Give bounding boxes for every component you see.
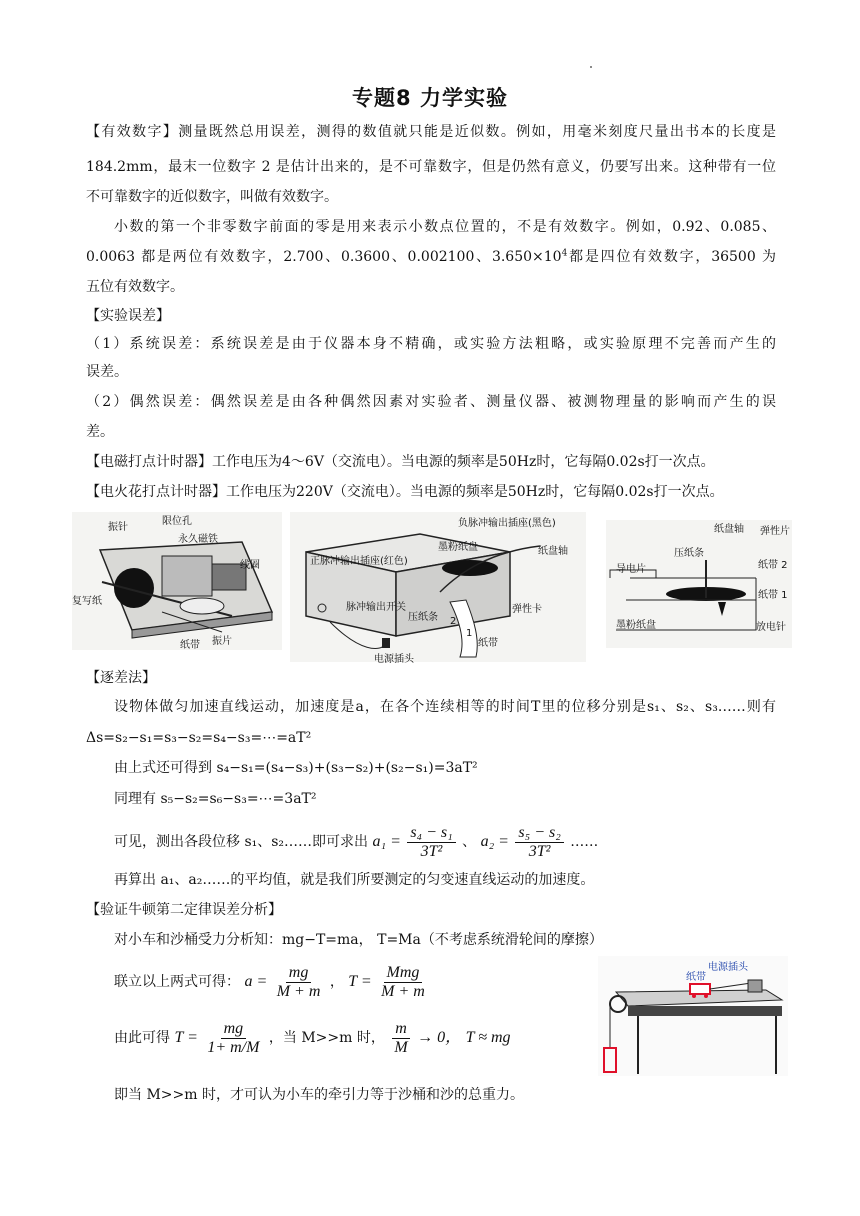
- err-sys-line-1: （1）系统误差：系统误差是由于仪器本身不精确，或实验方法粗略，或实验原理不完善而产生的: [86, 336, 776, 352]
- diff-line-1: 设物体做匀加速直线运动，加速度是a，在各个连续相等的时间T里的位移分别是s₁、s₂、s₃……则有: [114, 699, 776, 715]
- err-sys-line-2: 误差。: [86, 364, 128, 380]
- formula-a2-lhs: a₂ =: [480, 833, 509, 850]
- newton-line-2-text: 联立以上两式可得：: [114, 974, 240, 990]
- fig3-label-2: 压纸条: [674, 548, 704, 559]
- formula-a-numerator: mg: [286, 964, 312, 983]
- formula-a-fraction: [274, 964, 324, 1001]
- formula-a-denominator: M + m: [276, 982, 321, 1000]
- formula-comma: ，: [329, 974, 344, 990]
- formula-t-fraction: [378, 964, 428, 1001]
- newton-line-3-condition: ，当 M>>m 时，: [268, 1030, 385, 1046]
- sig-p2-line-1: 小数的第一个非零数字前面的零是用来表示小数点位置的，不是有效数字。例如，0.92、0.085、: [114, 219, 776, 235]
- fig3-label-4: 纸带 2: [758, 560, 788, 571]
- spark-timer-drawing: [290, 512, 586, 662]
- fig2-label-10: 1: [466, 628, 473, 639]
- fig1-label-4: 复写纸: [72, 596, 102, 607]
- diff-line-6: 再算出 a₁、a₂……的平均值，就是我们所要测定的匀变速直线运动的加速度。: [114, 872, 595, 888]
- err-rand-line-1: （2）偶然误差：偶然误差是由各种偶然因素对实验者、测量仪器、被测物理量的影响而产生的误: [86, 394, 776, 410]
- formula-separator: 、: [462, 834, 477, 850]
- diff-line-2: Δs=s₂−s₁=s₃−s₂=s₄−s₃=⋯=aT²: [86, 730, 312, 746]
- sig-line-3: 不可靠数字的近似数字，叫做有效数字。: [86, 189, 338, 205]
- sig-heading: 【有效数字】: [86, 124, 179, 140]
- newton-experiment-figure: [598, 956, 788, 1076]
- newton-line-4: 即当 M>>m 时，才可认为小车的牵引力等于沙桶和沙的总重力。: [114, 1087, 524, 1103]
- fig2-label-9: 2: [450, 616, 457, 627]
- sig-p2-text-a: 0.0063 都是两位有效数字，2.700、0.3600、0.002100、3.650×10: [86, 249, 562, 265]
- formula-approx: T ≈ mg: [465, 1029, 511, 1046]
- spark-detail-figure: [606, 520, 792, 648]
- newton-heading: 【验证牛顿第二定律误差分析】: [86, 902, 282, 918]
- sig-p2-line-2: [86, 247, 776, 267]
- formula-t-numerator: Mmg: [384, 964, 423, 983]
- fig2-label-3: 纸盘轴: [538, 546, 568, 557]
- diff-line-3: 由上式还可得到 s₄−s₁=(s₄−s₃)+(s₃−s₂)+(s₂−s₁)=3aT²: [114, 760, 478, 776]
- sig-line-1: [86, 122, 776, 142]
- timer1-text: 工作电压为4～6V（交流电）。当电源的频率是50Hz时，它每隔0.02s打一次点。: [212, 454, 715, 470]
- formula-limit: → 0，: [417, 1029, 462, 1046]
- err-heading: 【实验误差】: [86, 308, 170, 324]
- fig3-label-7: 放电针: [756, 622, 786, 633]
- diff-line-5-text: 可见，测出各段位移 s₁、s₂……即可求出: [114, 834, 369, 850]
- fig2-label-1: 正脉冲输出插座(红色): [310, 556, 408, 567]
- diff-line-5: [114, 822, 776, 862]
- fig1-label-1: 限位孔: [162, 516, 192, 527]
- electromagnetic-timer-figure: [72, 512, 282, 650]
- formula-a2-denominator: 3T²: [528, 842, 551, 860]
- spark-timer-figure: [290, 512, 586, 665]
- formula-t-denominator: M + m: [381, 982, 425, 1000]
- fig1-label-6: 振片: [212, 636, 232, 647]
- fig3-label-0: 纸盘轴: [714, 524, 744, 535]
- sig-p2-line-3: 五位有效数字。: [86, 279, 184, 295]
- timer1-line: [86, 452, 776, 472]
- fig2-label-4: 脉冲输出开关: [346, 602, 406, 613]
- formula-a1-lhs: a₁ =: [372, 833, 401, 850]
- sig-exponent: 4: [561, 248, 568, 259]
- formula-ratio-fraction: [391, 1020, 410, 1057]
- fig3-label-6: 墨粉纸盘: [616, 620, 656, 631]
- fig1-label-5: 纸带: [180, 640, 200, 651]
- formula-t2-numerator: mg: [221, 1020, 247, 1039]
- timer2-text: 工作电压为220V（交流电）。当电源的频率是50Hz时，它每隔0.02s打一次点。: [226, 484, 724, 500]
- formula-a2-numerator: s₅ − s₂: [515, 824, 563, 843]
- formula-ratio-numerator: m: [392, 1020, 410, 1039]
- fig2-label-2: 墨粉纸盘: [438, 542, 478, 553]
- err-rand-line-2: 差。: [86, 424, 114, 440]
- formula-t-lhs: T =: [348, 973, 372, 990]
- formula-a2-fraction: [515, 824, 563, 861]
- fig2-label-5: 压纸条: [408, 612, 438, 623]
- diff-line-4: 同理有 s₅−s₂=s₆−s₃=⋯=3aT²: [114, 791, 317, 807]
- formula-t2-fraction: [204, 1020, 262, 1057]
- fig1-label-0: 振针: [108, 522, 128, 533]
- diff-line-5-ellipsis: ……: [570, 834, 599, 850]
- newton-line-2: [114, 960, 594, 1004]
- fig1-label-2: 永久磁铁: [178, 534, 218, 545]
- timer2-line: [86, 482, 776, 502]
- formula-t2-lhs: T =: [174, 1029, 198, 1046]
- fig1-label-3: 线圈: [240, 560, 260, 571]
- electromagnetic-timer-drawing: [72, 512, 282, 650]
- fig2-label-7: 纸带: [478, 638, 498, 649]
- formula-a1-fraction: [407, 824, 455, 861]
- formula-ratio-denominator: M: [394, 1038, 408, 1056]
- formula-t2-denominator: 1+ m/M: [207, 1038, 260, 1056]
- sig-line-2: 184.2mm，最末一位数字 2 是估计出来的，是不可靠数字，但是仍然有意义，仍要写出来。这种带有一位: [86, 159, 776, 175]
- dot-mark: [590, 66, 592, 68]
- newton-fig-label-0: 电源插头: [708, 962, 748, 973]
- fig3-label-1: 弹性片: [760, 526, 790, 537]
- sig-text-1: 测量既然总用误差，测得的数值就只能是近似数。例如，用毫米刻度尺量出书本的长度是: [178, 124, 777, 140]
- newton-line-1: 对小车和沙桶受力分析知：mg−T=ma， T=Ma（不考虑系统滑轮间的摩擦）: [114, 932, 603, 948]
- newton-line-3: [114, 1010, 594, 1066]
- formula-a1-denominator: 3T²: [420, 842, 443, 860]
- timer1-heading: 【电磁打点计时器】: [86, 454, 212, 470]
- fig2-label-0: 负脉冲输出插座(黑色): [458, 518, 556, 529]
- fig3-label-5: 纸带 1: [758, 590, 788, 601]
- page-title: 专题8 力学实验: [352, 86, 508, 110]
- fig2-label-8: 电源插头: [374, 654, 414, 665]
- newton-fig-label-1: 纸带: [686, 972, 706, 983]
- fig2-label-6: 弹性卡: [512, 604, 542, 615]
- newton-line-3-text: 由此可得: [114, 1030, 170, 1046]
- timer2-heading: 【电火花打点计时器】: [86, 484, 226, 500]
- formula-a1-numerator: s₄ − s₁: [407, 824, 455, 843]
- sig-p2-text-b: 都是四位有效数字，36500 为: [567, 249, 776, 265]
- diff-heading: 【逐差法】: [86, 670, 156, 686]
- fig3-label-3: 导电片: [616, 564, 646, 575]
- formula-a-lhs: a =: [244, 973, 268, 990]
